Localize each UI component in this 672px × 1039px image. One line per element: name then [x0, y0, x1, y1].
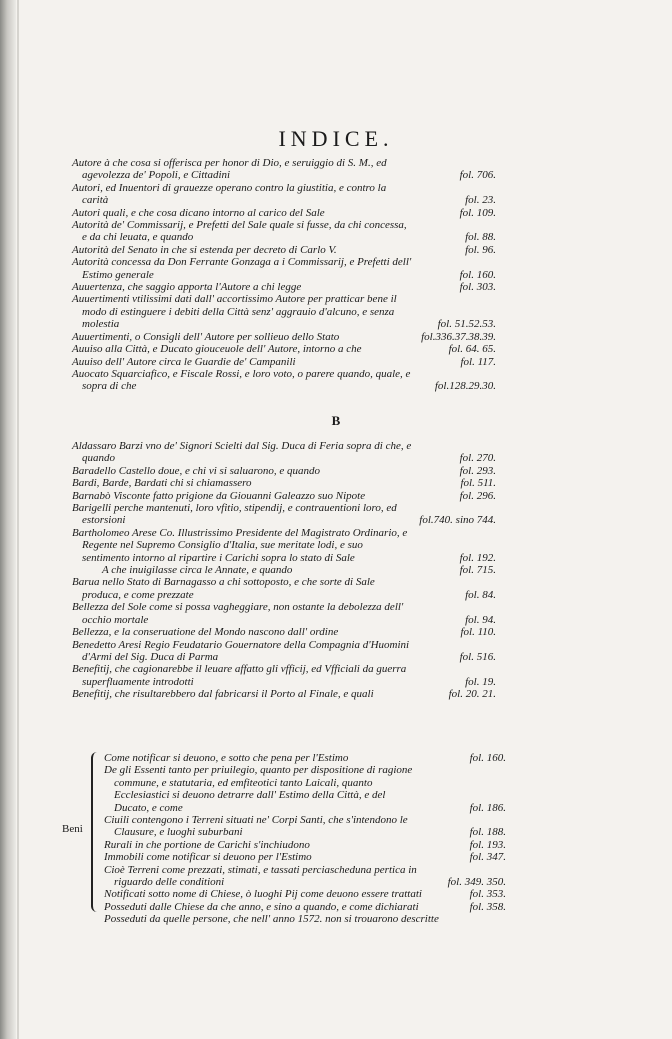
- index-entry: Benefitij, che cagionarebbe il leuare affatto gli vfficij, ed Vfficiali da guerra superfluamente introdotti fol. 19.: [72, 663, 496, 688]
- index-entry: Auuertenza, che saggio apporta l'Autore a chi legge fol. 303.: [72, 281, 496, 294]
- index-section-b: [72, 440, 496, 701]
- beni-label: Beni: [62, 823, 83, 835]
- index-entry: Auuiso dell' Autore circa le Guardie de' Campanili fol. 117.: [72, 355, 496, 368]
- index-entry: Auuertimenti vtilissimi dati dall' accortissimo Autore per pratticar bene il modo di estinguere i debiti della Città senz' aggrauio d'alcuno, e senza molestia fol. 51.52.53.: [72, 293, 496, 331]
- index-entry: Benedetto Aresi Regio Feudatario Gouernatore della Compagnia d'Huomini d'Armi del Sig. Duca di Parma fol. 516.: [72, 638, 496, 663]
- beni-group: [62, 752, 506, 926]
- index-entry: Baradello Castello doue, e chi vi si saluarono, e quando fol. 293.: [72, 464, 496, 477]
- index-entry: Benefitij, che risultarebbero dal fabricarsi il Porto al Finale, e quali fol. 20. 21.: [72, 688, 496, 701]
- index-entry: Autorità de' Commissarij, e Prefetti del Sale quale si fusse, da chi concessa, e da chi leuata, e quando fol. 88.: [72, 219, 496, 244]
- index-entry: Bardi, Barde, Bardati chi si chiamassero fol. 511.: [72, 477, 496, 490]
- index-entry: Auuiso alla Città, e Ducato giouceuole dell' Autore, intorno a che fol. 64. 65.: [72, 343, 496, 356]
- beni-subentry: Notificati sotto nome di Chiese, ò luoghi Pij come deuono essere trattati fol. 353.: [104, 888, 506, 901]
- index-entry: Barigelli perche mantenuti, loro vfitio, stipendij, e contrauentioni loro, ed estorsioni fol.740. sino 744.: [72, 502, 496, 527]
- beni-subentry: Rurali in che portione de Carichi s'inchiudono fol. 193.: [104, 838, 506, 851]
- index-entry: Bellezza, e la conseruatione del Mondo nascono dall' ordine fol. 110.: [72, 626, 496, 639]
- index-entry: Auocato Squarciafico, e Fiscale Rossi, e loro voto, o parere quando, quale, e sopra di che fol.128.29.30.: [72, 367, 496, 393]
- index-entry: Bellezza del Sole come si possa vagheggiare, non ostante la debolezza dell' occhio mortale fol. 94.: [72, 601, 496, 626]
- index-entry: Auuertimenti, o Consigli dell' Autore per sollieuo dello Stato fol.336.37.38.39.: [72, 330, 496, 343]
- index-entry: Autorità del Senato in che si estenda per decreto di Carlo V. fol. 96.: [72, 243, 496, 256]
- beni-subentry: Immobili come notificar si deuono per l'Estimo fol. 347.: [104, 851, 506, 864]
- index-entry: Autorità concessa da Don Ferrante Gonzaga a i Commissarij, e Prefetti dell' Estimo generale fol. 160.: [72, 256, 496, 281]
- section-letter: B: [331, 413, 341, 428]
- book-spine-shadow: [0, 0, 16, 1039]
- index-entry: Autori, ed Inuentori di grauezze operano contro la giustitia, e contro la carità fol. 23.: [72, 181, 496, 207]
- beni-subentry: Come notificar si deuono, e sotto che pena per l'Estimo fol. 160.: [104, 752, 506, 764]
- index-subentry: A che inuigilasse circa le Annate, e quando fol. 715.: [102, 564, 496, 577]
- beni-subentry: Posseduti dalle Chiese da che anno, e sino a quando, e come dichiarati fol. 358.: [104, 900, 506, 913]
- index-entry: Autore à che cosa si offerisca per honor di Dio, e seruiggio di S. M., ed agevolezza de' Popoli, e Cittadini fol. 706.: [72, 157, 496, 182]
- index-entry: Autori quali, e che cosa dicano intorno al carico del Sale fol. 109.: [72, 206, 496, 219]
- index-entry: Barua nello Stato di Barnagasso a chi sottoposto, e che sorte di Sale produca, e come prezzate fol. 84.: [72, 576, 496, 601]
- index-entry: Barnabò Visconte fatto prigione da Giouanni Galeazzo suo Nipote fol. 296.: [72, 489, 496, 502]
- beni-subentry: De gli Essenti tanto per priuilegio, quanto per dispositione di ragione commune, e statutaria, ed emfiteotici tanto Laicali, quanto Ecclesiastici si deuono detrarre dall' Estimo della Città, e del Ducato, e come fol. 186.: [104, 764, 506, 814]
- index-section-a: [72, 157, 496, 393]
- page-title: INDICE.: [278, 126, 394, 151]
- index-entry: Aldassaro Barzi vno de' Signori Scielti dal Sig. Duca di Feria sopra di che, e quando fol. 270.: [72, 440, 496, 465]
- index-entry: Bartholomeo Arese Co. Illustrissimo Presidente del Magistrato Ordinario, e Regente nel Supremo Consiglio d'Italia, sue meritate lodi, e suo sentimento intorno al ripartire i Carichi sopra lo stato di Sale fol. 192.: [72, 526, 496, 564]
- beni-subentry: Cioè Terreni come prezzati, stimati, e tassati perciascheduna pertica in riguardo delle conditioni fol. 349. 350.: [104, 863, 506, 889]
- beni-subentry: Posseduti da quelle persone, che nell' anno 1572. non si trouarono descritte: [104, 913, 439, 926]
- beni-subentry: Ciuili contengono i Terreni situati ne' Corpi Santi, che s'intendono le Clausure, e luoghi suburbani fol. 188.: [104, 814, 506, 839]
